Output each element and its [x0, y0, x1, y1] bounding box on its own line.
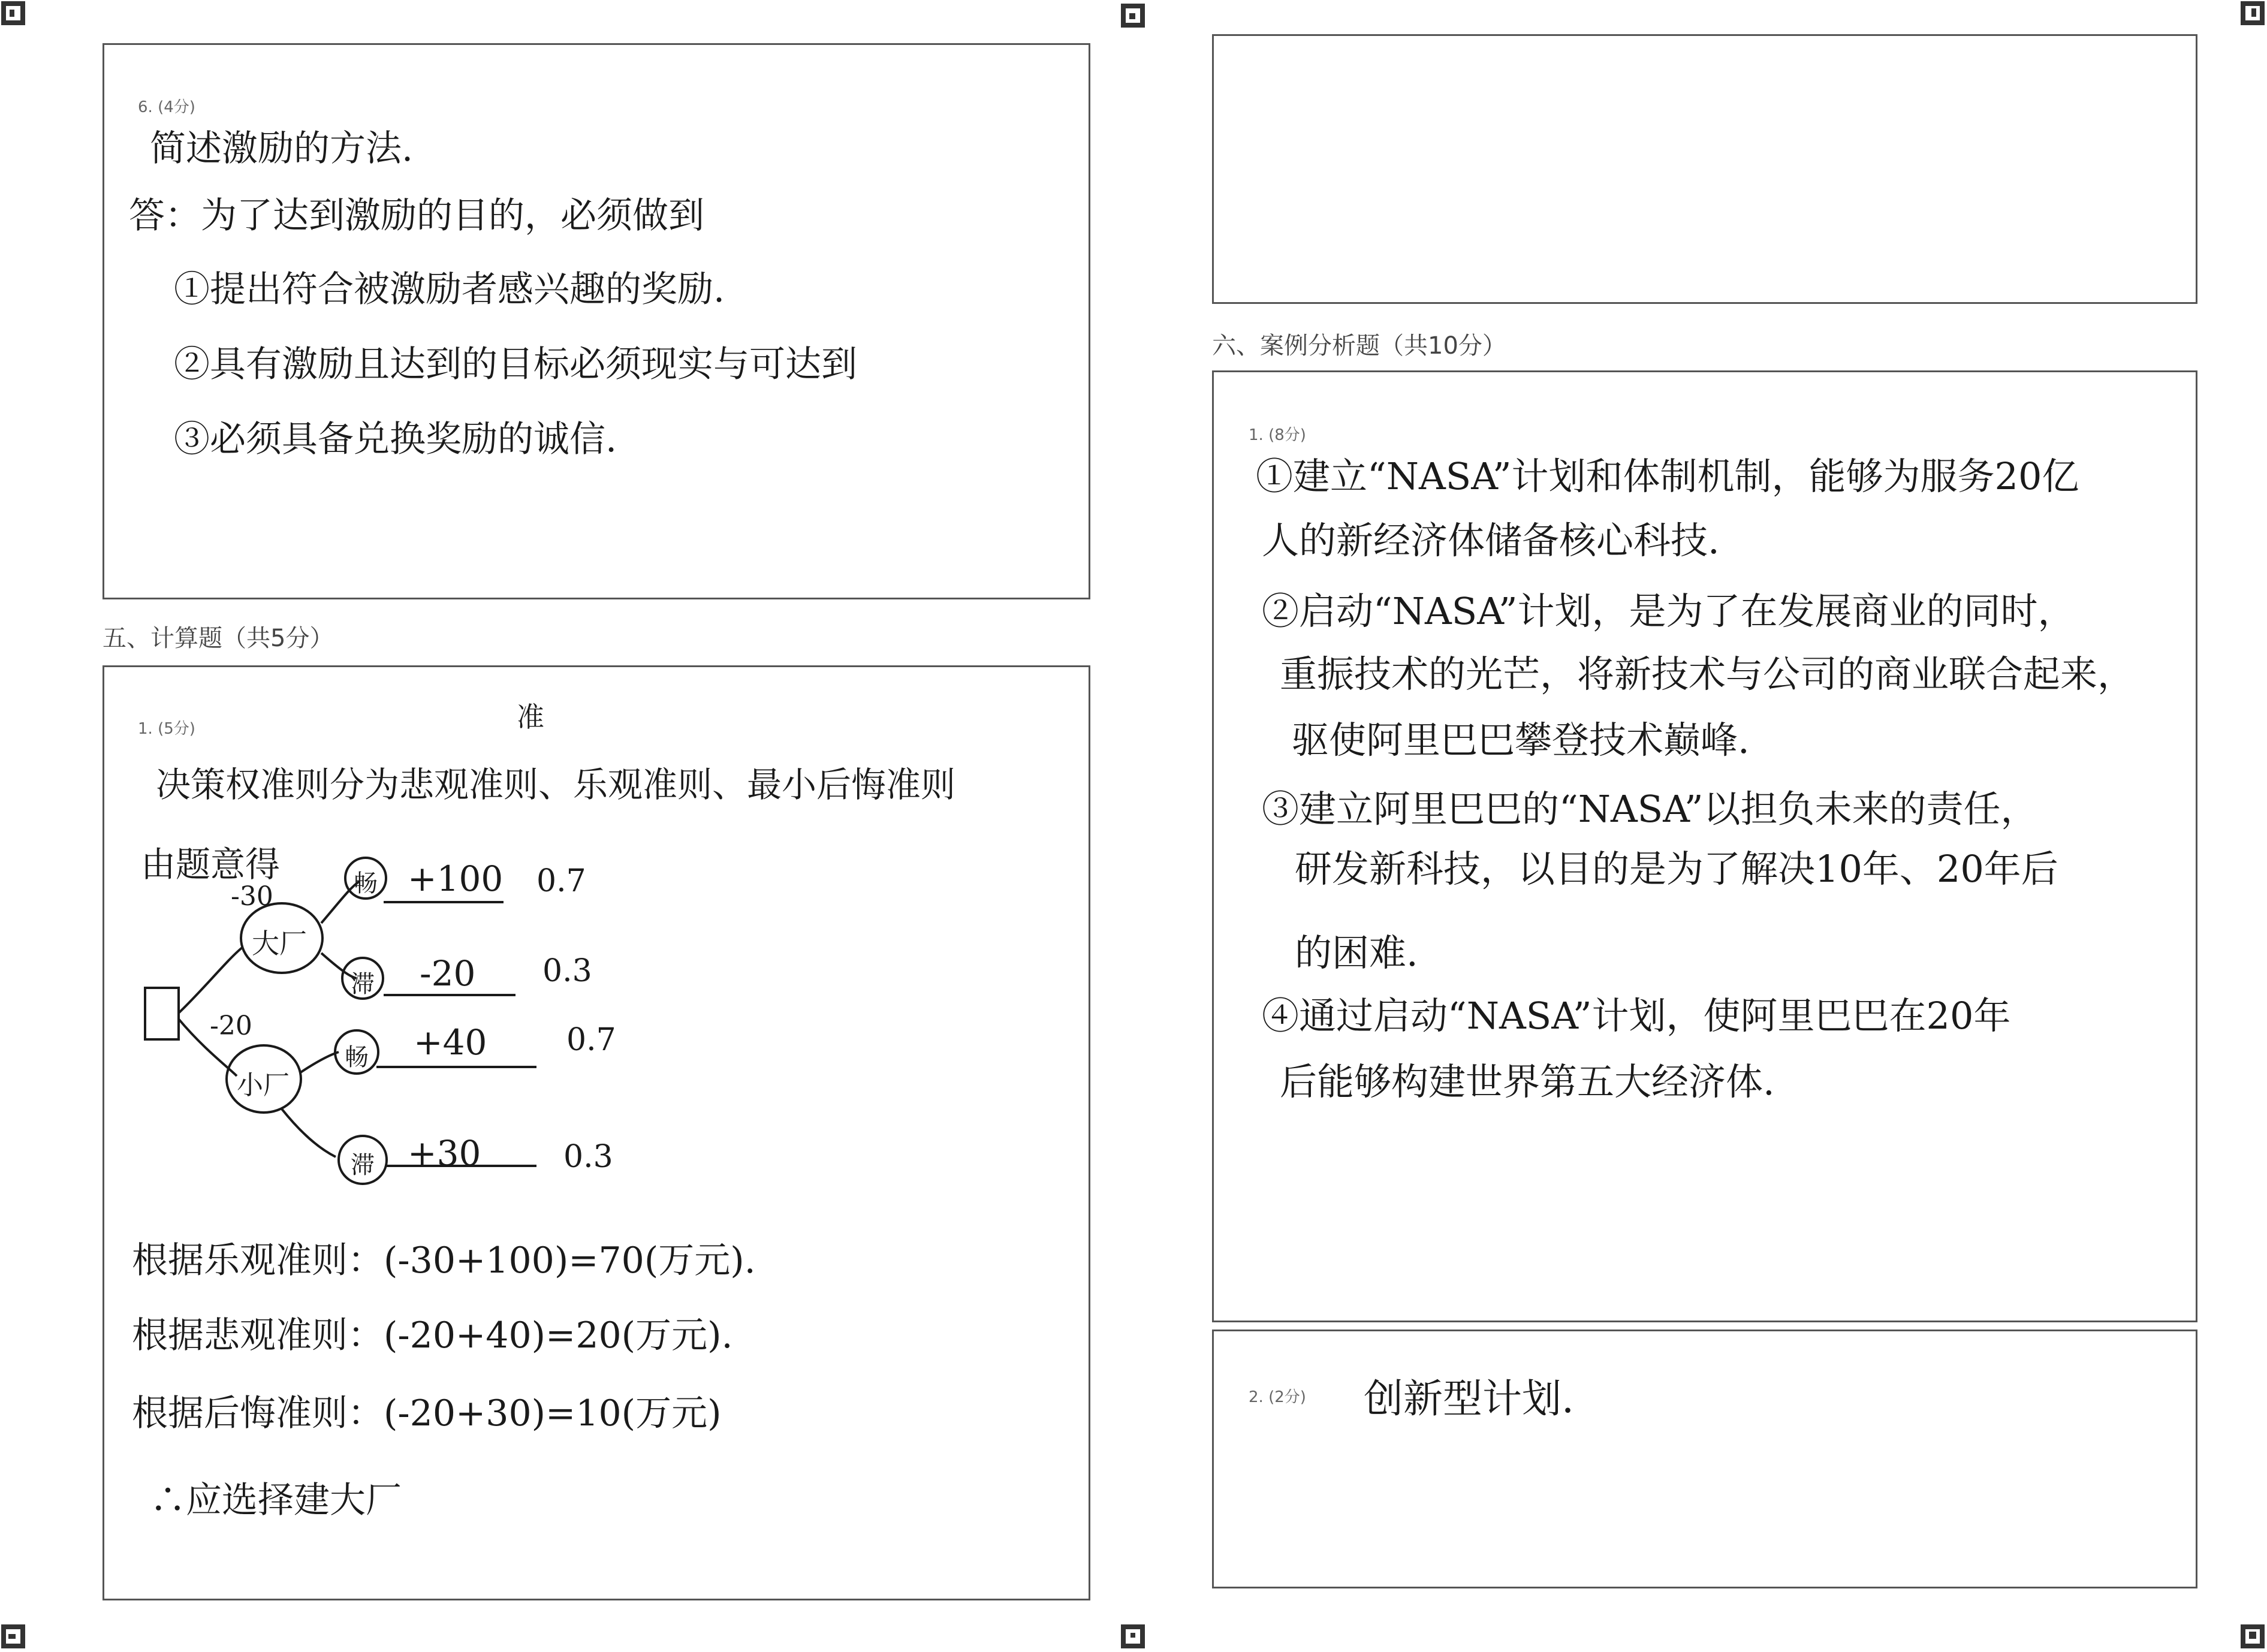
tree-payoff-1: +100 [408, 858, 504, 899]
case1-line-9: ④通过启动“NASA”计划，使阿里巴巴在20年 [1262, 994, 2011, 1038]
tree-edge-big [179, 947, 243, 1013]
calc1-line-1: 决策权准则分为悲观准则、乐观准则、最小后悔准则 [156, 764, 956, 805]
tree-node-big-label: 大厂 [252, 927, 307, 960]
tree-prob-4: 0.3 [563, 1139, 613, 1175]
tree-cost-big: -30 [231, 881, 273, 912]
tree-edge-small-up [300, 1052, 339, 1073]
calc1-line-5: 根据后悔准则：(-20+30)=10(万元) [132, 1392, 722, 1434]
tree-cost-small: -20 [210, 1011, 252, 1041]
q6-line-5: ③必须具备兑换奖励的诚信. [174, 418, 617, 460]
case1-line-2: 人的新经济体储备核心科技. [1262, 518, 1720, 562]
tree-start-node [145, 988, 179, 1039]
q6-line-3: ①提出符合被激励者感兴趣的奖励. [174, 269, 725, 310]
tree-payoff-2: -20 [420, 953, 476, 994]
case1-line-5: 驱使阿里巴巴攀登技术巅峰. [1292, 718, 1750, 762]
calc1-line-4: 根据悲观准则：(-20+40)=20(万元). [132, 1315, 733, 1356]
q6-line-1: 简述激励的方法. [150, 128, 414, 170]
answer-box-previous-continued [1212, 34, 2197, 304]
q6-line-4: ②具有激励且达到的目标必须现实与可达到 [174, 343, 857, 385]
tree-prob-1: 0.7 [536, 863, 586, 899]
tree-node-small-label: 小厂 [237, 1070, 290, 1101]
tree-state-3-label: 畅 [345, 1044, 369, 1071]
case2-answer: 创新型计划. [1364, 1376, 1574, 1422]
q6-line-2: 答：为了达到激励的目的，必须做到 [129, 195, 704, 237]
calc1-line-6: ∴应选择建大厂 [150, 1479, 402, 1521]
case1-line-10: 后能够构建世界第五大经济体. [1280, 1060, 1775, 1104]
case1-line-8: 的困难. [1295, 931, 1418, 975]
question-label-q6: 6. (4分) [138, 98, 195, 116]
tree-edge-small-down [282, 1109, 336, 1157]
tree-prob-2: 0.3 [542, 953, 592, 989]
question-label-case2: 2. (2分) [1249, 1388, 1306, 1406]
case1-line-3: ②启动“NASA”计划，是为了在发展商业的同时， [1262, 589, 2075, 633]
section-title-calculation: 五、计算题（共5分） [103, 625, 334, 652]
section-title-case-analysis: 六、案例分析题（共10分） [1212, 332, 1506, 360]
tree-state-1-label: 畅 [354, 870, 378, 897]
case1-line-6: ③建立阿里巴巴的“NASA”以担负未来的责任， [1262, 787, 2038, 831]
question-label-case1: 1. (8分) [1249, 426, 1306, 444]
calc1-insert-mark: 准 [517, 701, 544, 733]
case1-line-1: ①建立“NASA”计划和体制机制，能够为服务20亿 [1256, 454, 2079, 498]
tree-prob-3: 0.7 [566, 1022, 616, 1058]
answer-box-case2 [1212, 1330, 2197, 1588]
tree-payoff-3: +40 [414, 1022, 487, 1063]
calc1-line-3: 根据乐观准则：(-30+100)=70(万元). [132, 1240, 756, 1282]
calc1-line-2: 由题意得 [141, 844, 281, 885]
question-label-calc1: 1. (5分) [138, 720, 195, 738]
tree-state-2-label: 滞 [351, 970, 375, 998]
case1-line-7: 研发新科技，以目的是为了解决10年、20年后 [1295, 847, 2058, 891]
tree-state-4-label: 滞 [351, 1151, 375, 1179]
case1-line-4: 重振技术的光芒，将新技术与公司的商业联合起来， [1280, 652, 2135, 696]
tree-payoff-4: +30 [408, 1133, 481, 1174]
